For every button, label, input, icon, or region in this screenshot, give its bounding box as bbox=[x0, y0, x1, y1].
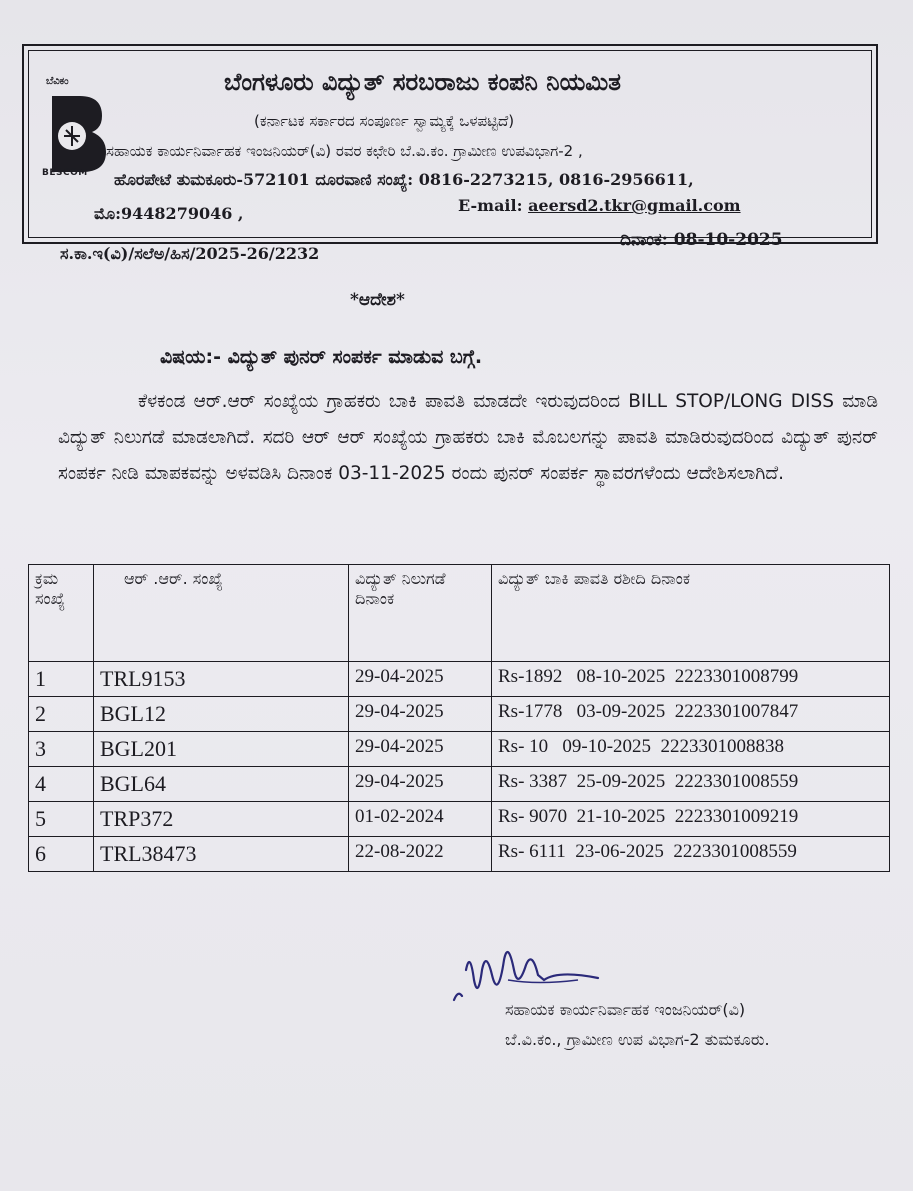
letter-date: ದಿನಾಂಕ: 08-10-2025 bbox=[620, 230, 783, 250]
row-disconnection-date: 29-04-2025 bbox=[349, 697, 492, 732]
row-rr-number: BGL201 bbox=[94, 732, 349, 767]
row-disconnection-date: 29-04-2025 bbox=[349, 662, 492, 697]
email-label: E-mail: bbox=[458, 196, 529, 215]
table-row bbox=[29, 732, 890, 767]
company-name: ಬೆಂಗಳೂರು ವಿದ್ಯುತ್ ಸರಬರಾಜು ಕಂಪನಿ ನಿಯಮಿತ bbox=[224, 68, 621, 96]
reference-number: ಸ.ಕಾ.ಇ(ವಿ)/ಸಲೆಅ/ಹಿಸ/2025-26/2232 bbox=[60, 244, 320, 263]
row-payment: Rs- 3387 25-09-2025 2223301008559 bbox=[492, 767, 890, 802]
email-line bbox=[458, 196, 741, 215]
row-payment: Rs-1892 08-10-2025 2223301008799 bbox=[492, 662, 890, 697]
row-disconnection-date: 29-04-2025 bbox=[349, 767, 492, 802]
header-rr-number: ಆರ್ .ಆರ್. ಸಂಖ್ಯೆ bbox=[94, 565, 349, 662]
row-serial: 1 bbox=[29, 662, 94, 697]
row-rr-number: TRL9153 bbox=[94, 662, 349, 697]
table-row bbox=[29, 767, 890, 802]
row-disconnection-date: 22-08-2022 bbox=[349, 837, 492, 872]
signatory-title: ಸಹಾಯಕ ಕಾರ್ಯನಿರ್ವಾಹಕ ಇಂಜನಿಯರ್(ವಿ) bbox=[505, 1000, 746, 1019]
row-serial: 4 bbox=[29, 767, 94, 802]
row-disconnection-date: 29-04-2025 bbox=[349, 732, 492, 767]
header-payment-receipt: ವಿದ್ಯುತ್ ಬಾಕಿ ಪಾವತಿ ರಶೀದಿ ದಿನಾಂಕ bbox=[492, 565, 890, 662]
letterhead bbox=[22, 44, 878, 244]
table-row bbox=[29, 662, 890, 697]
row-payment: Rs-1778 03-09-2025 2223301007847 bbox=[492, 697, 890, 732]
signatory-office: ಬೆ.ವಿ.ಕಂ., ಗ್ರಾಮೀಣ ಉಪ ವಿಭಾಗ-2 ತುಮಕೂರು. bbox=[505, 1030, 770, 1049]
header-serial-no: ಕ್ರಮ ಸಂಖ್ಯೆ bbox=[29, 565, 94, 662]
reconnection-table bbox=[28, 564, 890, 872]
row-serial: 6 bbox=[29, 837, 94, 872]
address-phone-line: ಹೊರಪೇಟೆ ತುಮಕೂರು-572101 ದೂರವಾಣಿ ಸಂಖ್ಯೆ: 0816-2273215, 0816-2956611, bbox=[114, 170, 694, 189]
bescom-logo-icon bbox=[42, 86, 112, 176]
mobile-number: ಮೊ:9448279046 , bbox=[94, 204, 244, 223]
govt-ownership-line: (ಕರ್ನಾಟಕ ಸರ್ಕಾರದ ಸಂಪೂರ್ಣ ಸ್ವಾಮ್ಯಕ್ಕೆ ಒಳಪಟ್ಟಿದೆ) bbox=[254, 112, 515, 130]
bescom-logo bbox=[40, 76, 116, 184]
logo-top-text: ಬೆವಿಕಂ bbox=[46, 76, 69, 87]
subject-line: ವಿಷಯ:- ವಿದ್ಯುತ್ ಪುನರ್ ಸಂಪರ್ಕ ಮಾಡುವ ಬಗ್ಗೆ. bbox=[160, 346, 483, 368]
row-serial: 5 bbox=[29, 802, 94, 837]
row-payment: Rs- 9070 21-10-2025 2223301009219 bbox=[492, 802, 890, 837]
office-line: ಸಹಾಯಕ ಕಾರ್ಯನಿರ್ವಾಹಕ ಇಂಜನಿಯರ್(ವಿ) ರವರ ಕಛೇರಿ ಬೆ.ವಿ.ಕಂ. ಗ್ರಾಮೀಣ ಉಪವಿಭಾಗ-2 , bbox=[106, 142, 583, 160]
order-title: *ಆದೇಶ* bbox=[350, 290, 405, 310]
row-serial: 2 bbox=[29, 697, 94, 732]
row-rr-number: TRL38473 bbox=[94, 837, 349, 872]
table-header-row bbox=[29, 565, 890, 662]
row-serial: 3 bbox=[29, 732, 94, 767]
logo-bottom-text: BESCOM bbox=[42, 168, 88, 178]
header-disconnection-date: ವಿದ್ಯುತ್ ನಿಲುಗಡೆ ದಿನಾಂಕ bbox=[349, 565, 492, 662]
table-row bbox=[29, 697, 890, 732]
row-rr-number: BGL12 bbox=[94, 697, 349, 732]
row-payment: Rs- 10 09-10-2025 2223301008838 bbox=[492, 732, 890, 767]
table-row bbox=[29, 802, 890, 837]
handwritten-signature bbox=[448, 930, 608, 1010]
row-payment: Rs- 6111 23-06-2025 2223301008559 bbox=[492, 837, 890, 872]
table-row bbox=[29, 837, 890, 872]
row-rr-number: TRP372 bbox=[94, 802, 349, 837]
order-body-paragraph: ಕೆಳಕಂಡ ಆರ್.ಆರ್ ಸಂಖ್ಯೆಯ ಗ್ರಾಹಕರು ಬಾಕಿ ಪಾವತಿ ಮಾಡದೇ ಇರುವುದರಿಂದ BILL STOP/LONG DISS ಮಾಡಿ ವಿದ್ಯುತ್ ನಿಲುಗಡೆ ಮಾಡಲಾಗಿದೆ. ಸದರಿ ಆರ್ ಆರ್ ಸಂಖ್ಯೆಯ ಗ್ರಾಹಕರು ಬಾಕಿ ಮೊಬಲಗನ್ನು ಪಾವತಿ ಮಾಡಿರುವುದರಿಂದ ವಿದ್ಯುತ್ ಪುನರ್ ಸಂಪರ್ಕ ನೀಡಿ ಮಾಪಕವನ್ನು ಅಳವಡಿಸಿ ದಿನಾಂಕ 03-11-2025 ರಂದು ಪುನರ್ ಸಂಪರ್ಕ ಸ್ಥಾವರಗಳೆಂದು ಆದೇಶಿಸಲಾಗಿದೆ. bbox=[58, 391, 878, 484]
email-address[interactable]: aeersd2.tkr@gmail.com bbox=[528, 196, 741, 215]
order-body bbox=[58, 384, 878, 492]
row-disconnection-date: 01-02-2024 bbox=[349, 802, 492, 837]
row-rr-number: BGL64 bbox=[94, 767, 349, 802]
